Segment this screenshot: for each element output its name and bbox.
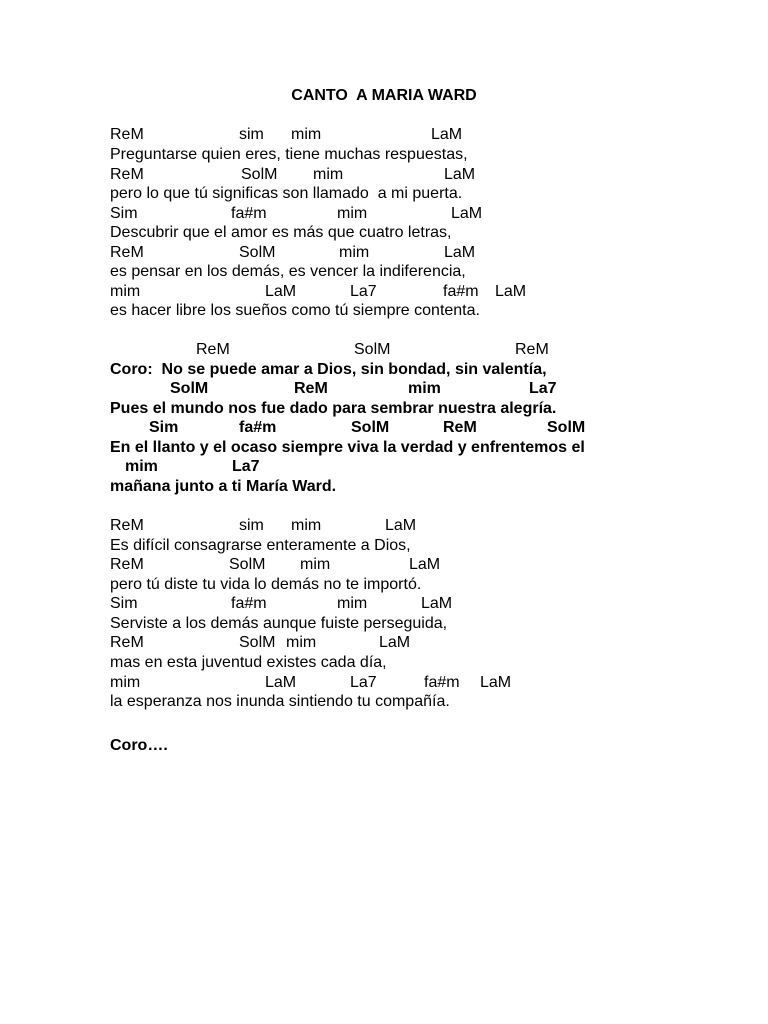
chord-line xyxy=(110,633,411,652)
chord-line xyxy=(110,673,512,692)
chord: fa#m xyxy=(231,205,267,222)
chord: SolM xyxy=(351,419,390,436)
lyric-line: es hacer libre los sueños como tú siempre contenta. xyxy=(110,302,480,319)
chorus-lyric-line: En el llanto y el ocaso siempre viva la verdad y enfrentemos el xyxy=(110,439,585,456)
lyric-line: Es difícil consagrarse enteramente a Dios, xyxy=(110,537,411,554)
chord-line xyxy=(110,555,441,574)
chord: mim xyxy=(408,380,441,397)
chord: SolM xyxy=(354,341,391,358)
chord: mim xyxy=(291,126,322,143)
chord: LaM xyxy=(431,126,463,143)
lyric-line: es pensar en los demás, es vencer la indiferencia, xyxy=(110,263,466,280)
chord: fa#m xyxy=(239,419,277,436)
chord: mim xyxy=(110,283,141,300)
chord: La7 xyxy=(529,380,557,397)
song-title: CANTO A MARIA WARD xyxy=(291,87,477,104)
chord: ReM xyxy=(110,244,144,261)
chord: ReM xyxy=(443,419,477,436)
lyric-line: Serviste a los demás aunque fuiste perseguida, xyxy=(110,615,448,632)
chord: LaM xyxy=(265,283,297,300)
chord: LaM xyxy=(495,283,527,300)
chord: mim xyxy=(313,166,344,183)
chord: mim xyxy=(339,244,370,261)
chorus-reference: Coro…. xyxy=(110,737,168,754)
chord-line xyxy=(110,204,483,223)
chord: La7 xyxy=(232,458,260,475)
chord: ReM xyxy=(294,380,328,397)
chord: ReM xyxy=(110,126,144,143)
chord: LaM xyxy=(265,674,297,691)
chord: ReM xyxy=(110,517,144,534)
chord: SolM xyxy=(241,166,278,183)
chord: mim xyxy=(125,458,158,475)
chord: mim xyxy=(110,674,141,691)
lyric-line: Preguntarse quien eres, tiene muchas respuestas, xyxy=(110,146,468,163)
chord: Sim xyxy=(110,205,138,222)
chord-line xyxy=(110,418,586,437)
chord-line xyxy=(110,516,417,535)
chord: mim xyxy=(286,634,317,651)
chord: fa#m xyxy=(424,674,460,691)
chord: mim xyxy=(337,595,368,612)
chord: LaM xyxy=(480,674,512,691)
chord-line xyxy=(110,243,476,262)
chord: La7 xyxy=(350,674,377,691)
chord-line xyxy=(110,594,453,613)
chord: LaM xyxy=(444,166,476,183)
chord: ReM xyxy=(110,634,144,651)
chord: mim xyxy=(337,205,368,222)
lyric-line: pero tú diste tu vida lo demás no te importó. xyxy=(110,576,422,593)
lyric-line: la esperanza nos inunda sintiendo tu compañía. xyxy=(110,693,450,710)
chord: La7 xyxy=(350,283,377,300)
chord-line xyxy=(110,457,260,476)
chorus-lyric-line: mañana junto a ti María Ward. xyxy=(110,478,337,495)
chord-line xyxy=(110,379,557,398)
chord-line xyxy=(110,125,463,144)
chord: fa#m xyxy=(231,595,267,612)
chord: ReM xyxy=(110,166,144,183)
chord: LaM xyxy=(421,595,453,612)
chord: SolM xyxy=(170,380,209,397)
lyric-line: mas en esta juventud existes cada día, xyxy=(110,654,387,671)
chord: LaM xyxy=(444,244,476,261)
chord: SolM xyxy=(239,634,276,651)
chord: LaM xyxy=(385,517,417,534)
lyric-line: Descubrir que el amor es más que cuatro letras, xyxy=(110,224,452,241)
chord: LaM xyxy=(379,634,411,651)
chord: mim xyxy=(300,556,331,573)
chord: LaM xyxy=(451,205,483,222)
chord: LaM xyxy=(409,556,441,573)
chord: SolM xyxy=(239,244,276,261)
chord: mim xyxy=(291,517,322,534)
chord: SolM xyxy=(229,556,266,573)
chord: sim xyxy=(239,126,264,143)
chorus-lyric-line: Pues el mundo nos fue dado para sembrar nuestra alegría. xyxy=(110,400,557,417)
chord: Sim xyxy=(110,595,138,612)
chord-line xyxy=(110,340,549,359)
chord: ReM xyxy=(515,341,549,358)
chord: ReM xyxy=(110,556,144,573)
chord: sim xyxy=(239,517,264,534)
chord: ReM xyxy=(196,341,230,358)
lyric-line: pero lo que tú significas son llamado a mi puerta. xyxy=(110,185,463,202)
chord-line xyxy=(110,165,476,184)
chorus-lyric-line: Coro: No se puede amar a Dios, sin bondad, sin valentía, xyxy=(110,361,547,378)
chord: fa#m xyxy=(443,283,479,300)
chord-line xyxy=(110,282,527,301)
chord: SolM xyxy=(547,419,586,436)
chord: Sim xyxy=(149,419,179,436)
